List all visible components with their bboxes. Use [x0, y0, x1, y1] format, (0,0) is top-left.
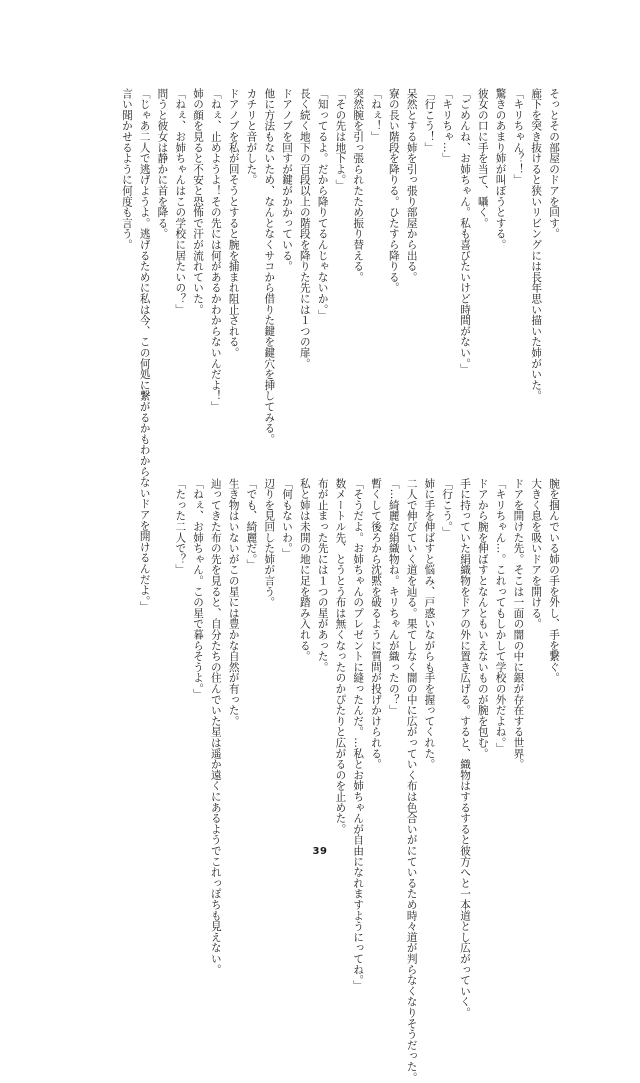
bottom-text-line: 二人で伸びていく道を辿る。果てしなく闇の中に広がっていく布は色合いがにているため時々道が判らなくなりそうだった。 [405, 478, 418, 1083]
bottom-text-line: 腕を掴んでいる姉の手を外し、手を繋ぐ。 [548, 478, 560, 684]
top-text-line: 突然腕を引っ張られたため振り替える。 [352, 88, 365, 283]
bottom-text-line: 大きく息を吸いドアを開ける。 [530, 478, 543, 630]
bottom-text-line: 姉に手を伸ばすと悩み、戸惑いながらも手を握ってくれた。 [423, 478, 436, 770]
top-text-line: 「その先は地下よ。」 [334, 88, 347, 191]
bottom-text-line: ドアを開けた先。そこは一面の闇の中に銀が存在する世界。 [512, 478, 525, 770]
top-text-line: ドアノブを私が回そうとすると腕を捕まれ阻止される。 [227, 88, 240, 358]
top-text-line: 彼女の口に手を当て、囁く。 [476, 88, 489, 229]
bottom-text-line: 数メートル先、とうとう布は無くなったのかぴたりと広がるのを止めた。 [334, 478, 347, 835]
top-text-line: 驚きのあまり姉が叫ぼうとする。 [494, 88, 507, 250]
top-text-line: 他に方法もないため、なんとなくサコから借りた鍵を鍵穴を挿してみる。 [263, 88, 276, 445]
top-text-line: 姉の顔を見ると不安と恐怖で汗が流れていた。 [192, 88, 205, 315]
top-text-line: 「行こう！」 [423, 88, 436, 153]
page-number: 39 [312, 846, 328, 857]
bottom-text-line: 辿ってきた布の先を見ると、自分たちの住んでいた星は遥か遠くにあるようでこれっぽちも見えない。 [209, 478, 222, 975]
top-text-line: 言い聞かせるように何度も言う。 [120, 88, 133, 250]
bottom-text-line: 「そうだよ。お姉ちゃんのプレゼントに縫ったんだ。…私とお姉ちゃんが自由になれますようにってね。」 [352, 478, 365, 992]
bottom-text-line: 「でも、綺麗だ。」 [245, 478, 258, 570]
top-text-line: 「ねぇ、お姉ちゃんはこの学校に居たいの？」 [174, 88, 187, 315]
top-text-line: 廊下を突き抜けると狭いリビングには長年思い描いた姉がいた。 [530, 88, 543, 402]
bottom-text-line: 「たった二人で？」 [174, 478, 187, 576]
top-text-line: 「ごめんね、お姉ちゃん。私も喜びたいけど時間がない。」 [459, 88, 472, 375]
bottom-text-line: 布が止まった先には１つの星があった。 [316, 478, 329, 673]
top-text-line: 寮の長い階段を降りる。ひたすら降りる。 [387, 88, 400, 294]
top-text-line: 長く続く地下の百段以上の階段を降りた先には１つの扉。 [298, 88, 311, 369]
top-text-line: 「ねぇ、止めようよ！その先には何があるかわからないんだよ！」 [209, 88, 222, 412]
top-text-line: 「ねぇ！」 [370, 88, 383, 142]
top-text-line: 「じゃあ二人で逃げようよ。逃げるために私は今、この何処に繋がるかもわからないドアを開けるんだよ。」 [138, 88, 151, 612]
top-text-line: 「キリちゃ…」 [441, 88, 454, 164]
bottom-text-line: 「…綺麗な絹織物ね。キリちゃんが織ったの？」 [387, 478, 400, 716]
bottom-text-line: 「ねぇ、お姉ちゃん。この星で暮らそうよ。」 [192, 478, 205, 700]
bottom-text-line: 手に持っていた絹織物をドアの外に置き広げる。すると、織物はするすると彼方へと一本道とし広がっていく。 [459, 478, 472, 1018]
top-text-line: 問うと彼女は静かに首を降る。 [156, 88, 169, 240]
top-text-line: 「キリちゃん？！」 [512, 88, 525, 186]
bottom-text-line: 生き物はいないがこの星には豊かな自然が有った。 [227, 478, 240, 727]
bottom-text-line: 辺りを見回した姉が言う。 [263, 478, 276, 608]
bottom-text-line: 「何もないわ。」 [281, 478, 294, 560]
bottom-text-line: 「行こう。」 [441, 478, 454, 538]
bottom-text-line: 私と姉は未開の地に足を踏み入れる。 [298, 478, 311, 662]
bottom-text-line: 暫くして後ろから沈黙を破るように質問が投げかけられる。 [370, 478, 383, 770]
top-text-line: ドアノブを回すが鍵がかかっている。 [281, 88, 294, 272]
top-text-line: 呆然とする姉を引っ張り部屋から出る。 [405, 88, 418, 283]
top-text-line: そっとその部屋のドアを回す。 [548, 88, 560, 240]
bottom-text-line: ドアから腕を伸ばすとなんともいえないものが腕を包む。 [476, 478, 489, 759]
top-text-line: 「知ってるよ。だから降りてるんじゃないか。」 [316, 88, 329, 321]
top-text-line: カチリと音がした。 [245, 88, 258, 186]
bottom-text-line: 「キリちゃん…。これってもしかして学校の外だよね。」 [494, 478, 507, 754]
